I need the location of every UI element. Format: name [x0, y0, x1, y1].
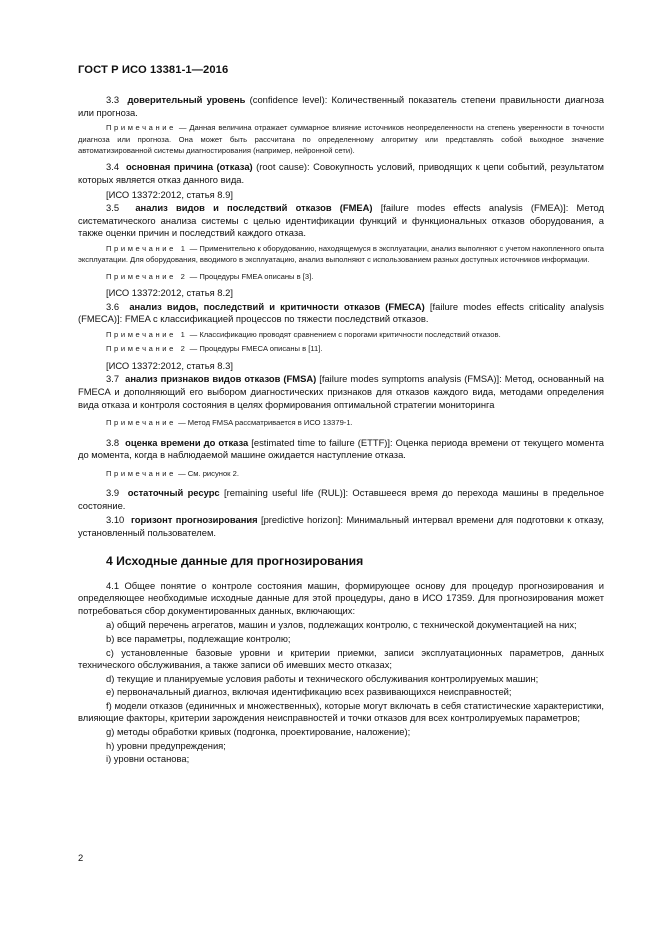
note: Примечание — Метод FMSA рассматривается в ИСО 13379-1.	[106, 418, 353, 428]
page-number: 2	[78, 852, 84, 863]
note: Примечание 1 — Применительно к оборудованию, находящемуся в эксплуатации, анализ выполняют с учетом накопленного опыта эксплуатации. Для оборудования, вводимого в эксплуатацию, анализ выполняют с использованием разных доступных источников информации.	[78, 243, 604, 265]
source-reference: [ИСО 13372:2012, статья 8.3]	[106, 359, 233, 371]
note: Примечание — Данная величина отражает суммарное влияние источников неопределенности на степень уверенности в точности диагноза или прогноза. Она может быть рассчитана по определенному алгоритму или представлять собой выходное значение автоматизированной системы диагностирования (например, нейронной сети).	[78, 123, 604, 155]
list-item: d) текущие и планируемые условия работы и технического обслуживания контролируемых машин;	[106, 672, 539, 684]
definition-3-4: 3.4 основная причина (отказа) (root cause): Совокупность условий, приводящих к цепи событий, результатом которых является отказ данного вида.	[78, 161, 605, 185]
document-header: ГОСТ Р ИСО 13381-1—2016	[78, 64, 229, 76]
document-body	[78, 94, 604, 767]
list-item: b) все параметры, подлежащие контролю;	[106, 632, 291, 644]
definition-3-3: 3.3 доверительный уровень (confidence level): Количественный показатель степени правильности диагноза или прогноза.	[78, 94, 604, 118]
definition-3-9: 3.9 остаточный ресурс [remaining useful life (RUL)]: Оставшееся время до перехода машины в предельное состояние.	[78, 487, 604, 511]
list-item: h) уровни предупреждения;	[106, 739, 226, 751]
definition-3-10: 3.10 горизонт прогнозирования [predictive horizon]: Минимальный интервал времени для подготовки к отказу, установленный пользователем.	[78, 514, 605, 538]
definition-3-5: 3.5 анализ видов и последствий отказов (FMEA) [failure modes effects analysis (FMEA)]: Метод систематического анализа системы с целью идентификации функций и функциональных отказов оборудования, а также оценки причин и последствий каждого отказа.	[78, 202, 604, 239]
section-intro: 4.1 Общее понятие о контроле состояния машин, формирующее основу для процедур прогнозирования и определяющее необходимые исходные данные для этой процедуры, дано в ИСО 17359. Для прогнозирования может потребоваться сбор документированных данных, включающих:	[78, 579, 604, 616]
definition-3-8: 3.8 оценка времени до отказа [estimated time to failure (ETTF)]: Оценка периода времени от текущего момента до момента, когда в наблюдаемой машине ожидается наступление отказа.	[78, 436, 605, 461]
note: Примечание 2 — Процедуры FMECA описаны в [11].	[106, 344, 323, 354]
definition-3-7: 3.7 анализ признаков видов отказов (FMSA) [failure modes symptoms analysis (FMSA)]: Метод, основанный на FMECA и дополняющий его выбором диагностических признаков для отказов каждого вида, методами определения вида отказа и контроля состояния в целях формирования оптимальной стратегии мониторинга	[78, 373, 604, 410]
list-item: f) модели отказов (единичных и множественных), которые могут включать в себя статистические характеристики, влияющие факторы, критерии зарождения неисправностей и точки отказов для всех контролируемых параметров;	[78, 699, 604, 724]
note: Примечание 2 — Процедуры FMEA описаны в [3].	[106, 271, 314, 281]
list-item: a) общий перечень агрегатов, машин и узлов, подлежащих контролю, с технической документацией на них;	[106, 619, 577, 631]
list-item: c) установленные базовые уровни и критерии приемки, записи эксплуатационных параметров, данных технического обслуживания, а также записи об имевших место отказах;	[78, 646, 604, 671]
definition-3-6: 3.6 анализ видов, последствий и критичности отказов (FMECA) [failure modes effects criticality analysis (FMECA)]: FMEA с классификацией процессов по тяжести последствий отказов.	[78, 300, 604, 325]
source-reference: [ИСО 13372:2012, статья 8.9]	[106, 188, 233, 200]
list-item: i) уровни останова;	[106, 753, 190, 765]
section-heading: 4 Исходные данные для прогнозирования	[106, 553, 364, 568]
note: Примечание — См. рисунок 2.	[106, 468, 239, 478]
note: Примечание 1 — Классификацию проводят сравнением с порогами критичности последствий отказов.	[106, 329, 501, 339]
list-item: g) методы обработки кривых (подгонка, проектирование, наложение);	[106, 726, 411, 738]
source-reference: [ИСО 13372:2012, статья 8.2]	[106, 287, 233, 299]
list-item: e) первоначальный диагноз, включая идентификацию всех развивающихся неисправностей;	[106, 686, 512, 698]
